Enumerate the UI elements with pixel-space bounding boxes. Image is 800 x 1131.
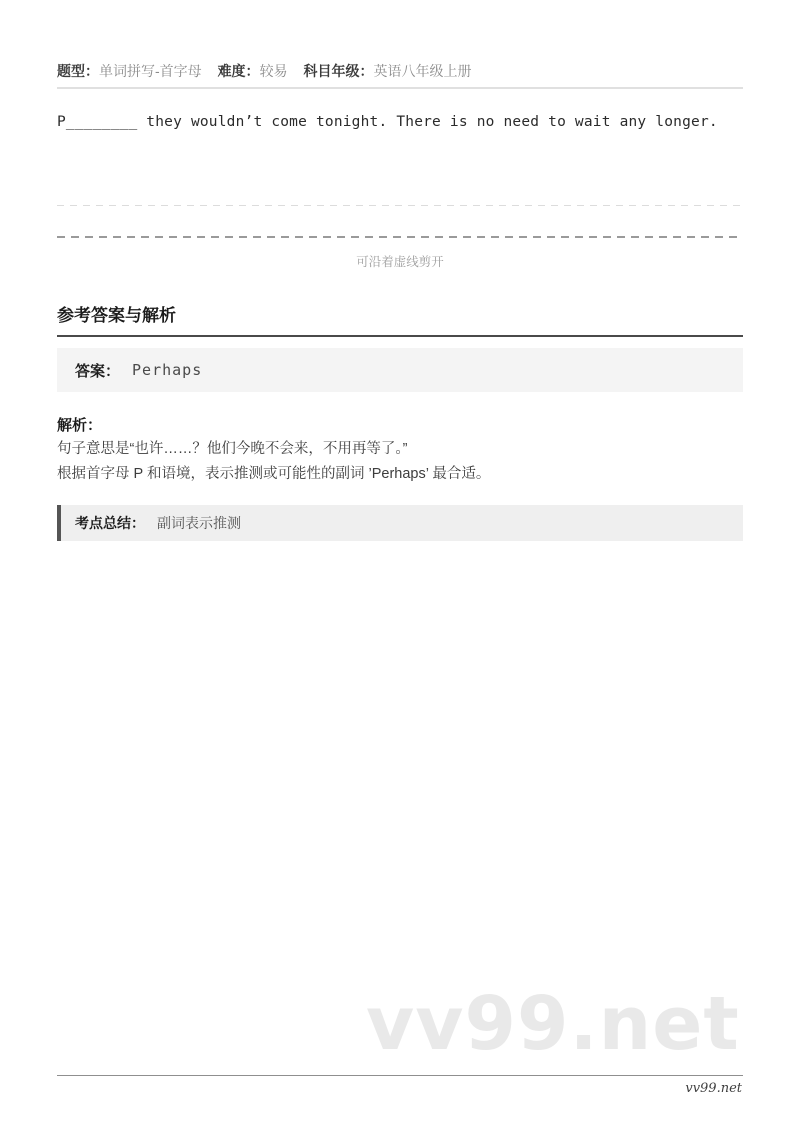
meta-value: 单词拼写-首字母 (99, 63, 202, 79)
question-text: P________ they wouldn’t come tonight. There is no need to wait any longer. (57, 114, 718, 130)
meta-label: 题型： (57, 63, 99, 79)
meta-label: 科目年级： (303, 63, 374, 79)
keypoint-label: 考点总结： (75, 515, 145, 531)
analysis-line-2: 根据首字母 P 和语境，表示推测或可能性的副词 ’Perhaps’ 最合适。 (57, 466, 491, 482)
answer-box (57, 348, 743, 392)
meta-value: 较易 (259, 63, 288, 79)
analysis-line-1: 句子意思是“也许……？他们今晚不会来，不用再等了。” (57, 441, 408, 457)
meta-field-difficulty (218, 63, 288, 79)
header-meta (57, 61, 747, 81)
header-divider (57, 87, 743, 89)
meta-field-question-type (57, 63, 202, 79)
meta-value: 英语八年级上册 (373, 63, 472, 79)
meta-label: 难度： (217, 63, 260, 79)
analysis-heading: 解析： (57, 417, 103, 434)
answer-value: Perhaps (132, 361, 203, 379)
analysis-text (57, 437, 743, 487)
footer-site-text: vv99.net (685, 1081, 742, 1096)
keypoint-value: 副词表示推测 (157, 515, 241, 531)
keypoint-summary-box (57, 505, 743, 541)
meta-field-subject-grade (303, 63, 471, 79)
dashed-cut-line (57, 236, 743, 238)
section-title-answer-analysis: 参考答案与解析 (57, 301, 743, 337)
watermark-text: vv99.net (366, 981, 740, 1067)
cut-hint-label: 可沿着虚线剪开 (356, 255, 444, 269)
dashed-line-light (57, 205, 743, 206)
answer-label: 答案： (75, 362, 121, 380)
footer-divider (57, 1075, 743, 1076)
